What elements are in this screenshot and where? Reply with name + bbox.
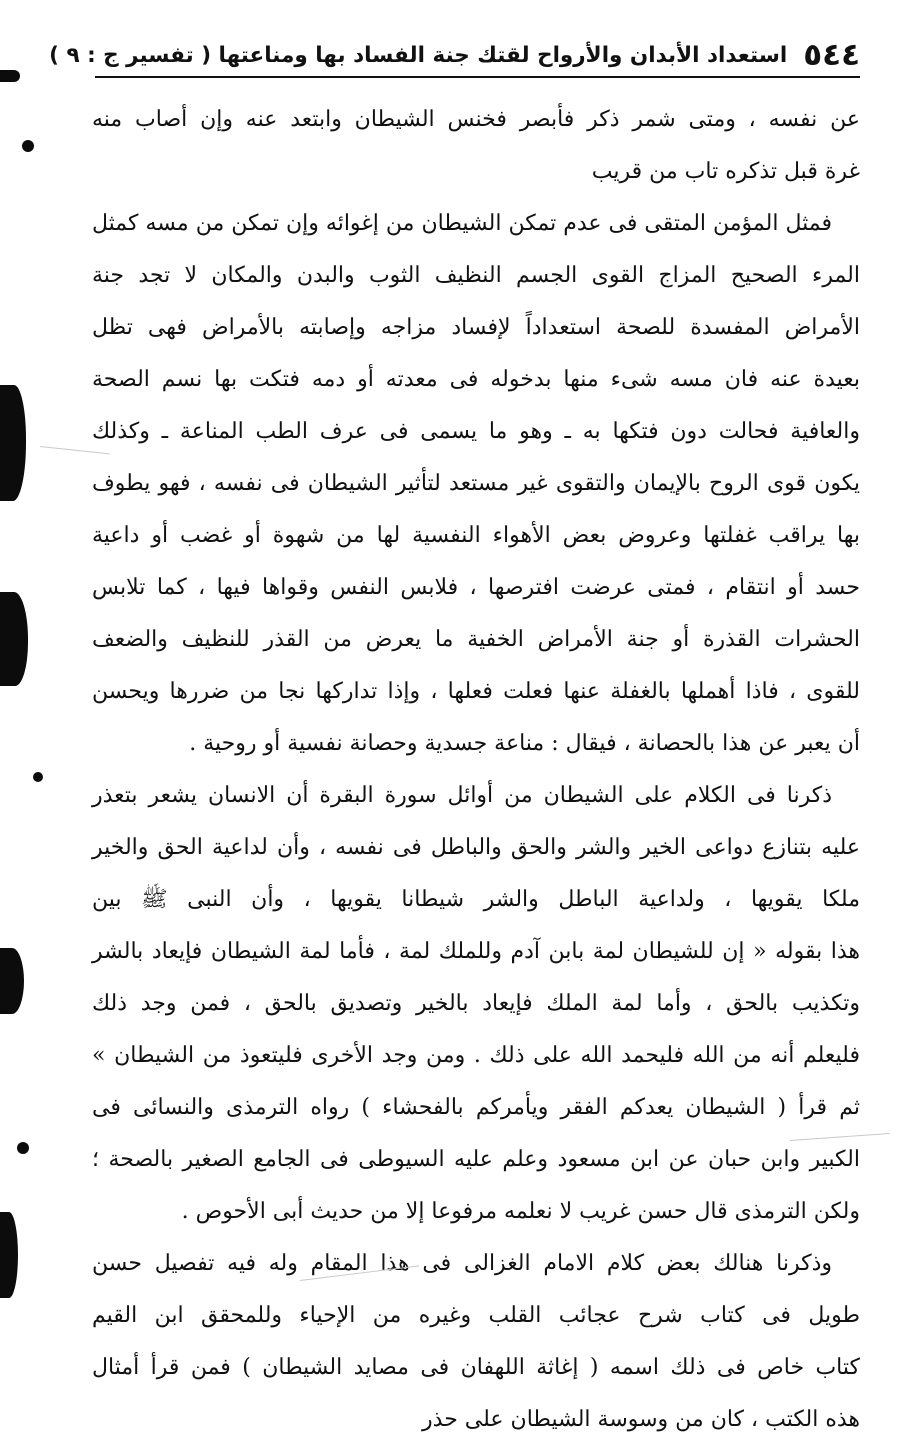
text-line: أن يعبر عن هذا بالحصانة ، فيقال : مناعة جسدية وحصانة نفسية أو روحية . [189, 731, 860, 756]
paragraph-start-line: وذكرنا هنالك بعض كلام الامام الغزالى فى هذا المقام وله فيه تفصيل حسن [92, 1251, 832, 1276]
paragraph-start-line: ذكرنا فى الكلام على الشيطان من أوائل سورة البقرة أن الانسان يشعر بتعذر [92, 783, 832, 808]
text-line: هذه الكتب ، كان من وسوسة الشيطان على حذر [422, 1407, 860, 1432]
body-text [92, 94, 860, 1446]
text-line: الأمراض المفسدة للصحة استعداداً لإفساد مزاجه وإصابته بالأمراض فهى تظل [92, 315, 860, 340]
text-line: للقوى ، فاذا أهملها بالغفلة عنها فعلت فعلها ، وإذا تداركها نجا من ضررها ويحسن [92, 679, 860, 704]
text-line: طويل فى كتاب شرح عجائب القلب وغيره من الإحياء وللمحقق ابن القيم [92, 1303, 860, 1328]
scan-blot [22, 140, 34, 152]
text-line: فليعلم أنه من الله فليحمد الله على ذلك . ومن وجد الأخرى فليتعوذ من الشيطان » [92, 1043, 860, 1068]
scan-blot [0, 70, 20, 82]
text-line: ثم قرأ ( الشيطان يعدكم الفقر ويأمركم بالفحشاء ) رواه الترمذى والنسائى فى [92, 1095, 860, 1120]
scan-blot [0, 385, 26, 501]
page-header [49, 34, 860, 78]
scan-blot [17, 1142, 29, 1154]
text-line: عن نفسه ، ومتى شمر ذكر فأبصر فخنس الشيطان وابتعد عنه وإن أصاب منه [92, 107, 860, 132]
text-line: والعافية فحالت دون فتكها به ـ وهو ما يسمى فى عرف الطب المناعة ـ وكذلك [92, 419, 860, 444]
scan-blot [0, 948, 24, 1014]
running-title: استعداد الأبدان والأرواح لقتك جنة الفساد بها ومناعتها ( تفسير ج : ٩ ) [49, 42, 788, 68]
text-line: الحشرات القذرة أو جنة الأمراض الخفية ما يعرض من القذر للنظيف والضعف [92, 627, 860, 652]
text-line: غرة قبل تذكره تاب من قريب [591, 159, 860, 184]
scan-blot [0, 592, 28, 686]
text-line: كتاب خاص فى ذلك اسمه ( إغاثة اللهفان فى مصايد الشيطان ) فمن قرأ أمثال [92, 1355, 860, 1380]
paragraph-start-line: فمثل المؤمن المتقى فى عدم تمكن الشيطان من إغوائه وإن تمكن من مسه كمثل [92, 211, 832, 236]
scan-blot [33, 772, 43, 782]
text-line: عليه بتنازع دواعى الخير والشر والحق والباطل فى نفسه ، وأن لداعية الحق والخير [92, 835, 860, 860]
text-line: هذا بقوله « إن للشيطان لمة بابن آدم وللملك لمة ، فأما لمة الشيطان فإيعاد بالشر [92, 939, 860, 964]
text-line: ملكا يقويها ، ولداعية الباطل والشر شيطانا يقويها ، وأن النبى ﷺ بين [92, 887, 860, 912]
text-line: بعيدة عنه فان مسه شىء منها بدخوله فى معدته أو دمه فتكت بها نسم الصحة [92, 367, 860, 392]
text-line: المرء الصحيح المزاج القوى الجسم النظيف الثوب والبدن والمكان لا تجد جنة [92, 263, 860, 288]
text-line: يكون قوى الروح بالإيمان والتقوى غير مستعد لتأثير الشيطان فى نفسه ، فهو يطوف [92, 471, 860, 496]
text-line: ولكن الترمذى قال حسن غريب لا نعلمه مرفوعا إلا من حديث أبى الأحوص . [181, 1199, 860, 1224]
scan-blot [0, 1212, 18, 1298]
text-line: حسد أو انتقام ، فمتى عرضت افترصها ، فلابس النفس وقواها فيها ، كما تلابس [92, 575, 860, 600]
page-number: ٥٤٤ [803, 37, 860, 73]
text-line: بها يراقب غفلتها وعروض بعض الأهواء النفسية لها من شهوة أو غضب أو داعية [92, 523, 860, 548]
text-line: وتكذيب بالحق ، وأما لمة الملك فإيعاد بالخير وتصديق بالحق ، فمن وجد ذلك [92, 991, 860, 1016]
text-line: الكبير وابن حبان عن ابن مسعود وعلم عليه السيوطى فى الجامع الصغير بالصحة ؛ [92, 1147, 861, 1172]
